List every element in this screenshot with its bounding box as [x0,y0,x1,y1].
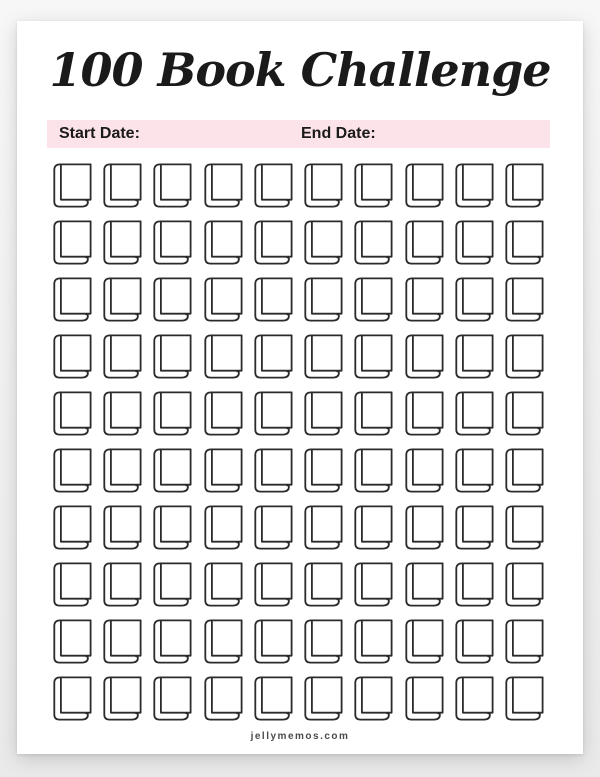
book-icon [504,334,544,379]
book-icon [404,505,444,550]
book-slot [404,220,444,265]
book-icon [152,676,192,721]
book-slot [454,562,494,607]
book-slot [504,220,544,265]
book-slot [253,676,293,721]
book-icon [152,448,192,493]
book-slot [353,448,393,493]
book-slot [353,562,393,607]
book-slot [353,220,393,265]
book-slot [454,391,494,436]
book-slot [52,619,92,664]
book-icon [102,334,142,379]
book-icon [102,676,142,721]
book-slot [504,277,544,322]
book-slot [353,505,393,550]
book-icon [454,334,494,379]
book-slot [152,277,192,322]
book-icon [52,448,92,493]
book-icon [203,676,243,721]
book-icon [454,676,494,721]
book-row [52,163,544,208]
book-icon [152,391,192,436]
book-icon [203,391,243,436]
book-icon [353,334,393,379]
book-icon [102,448,142,493]
book-icon [253,334,293,379]
book-icon [152,277,192,322]
book-icon [52,391,92,436]
book-icon [303,562,343,607]
book-row [52,448,544,493]
book-slot [454,163,494,208]
book-slot [203,334,243,379]
book-slot [152,163,192,208]
book-icon [253,619,293,664]
book-icon [353,391,393,436]
book-icon [454,562,494,607]
book-slot [353,334,393,379]
book-slot [203,562,243,607]
book-icon [253,163,293,208]
book-slot [152,619,192,664]
book-slot [404,391,444,436]
book-slot [253,220,293,265]
book-icon [454,220,494,265]
book-grid [52,163,544,733]
book-slot [102,163,142,208]
book-icon [303,676,343,721]
book-slot [102,277,142,322]
book-slot [404,334,444,379]
book-icon [152,163,192,208]
book-icon [253,220,293,265]
book-icon [253,448,293,493]
book-slot [454,619,494,664]
book-slot [504,391,544,436]
book-icon [52,562,92,607]
book-slot [152,220,192,265]
book-slot [454,676,494,721]
book-icon [253,391,293,436]
book-icon [504,163,544,208]
book-icon [102,277,142,322]
book-row [52,391,544,436]
book-slot [102,448,142,493]
page-title: 100 Book Challenge [49,43,551,97]
footer-url: jellymemos.com [250,731,350,742]
book-slot [203,163,243,208]
book-slot [454,448,494,493]
book-slot [303,277,343,322]
book-slot [353,163,393,208]
book-row [52,334,544,379]
book-icon [203,220,243,265]
book-icon [303,220,343,265]
book-slot [152,391,192,436]
book-icon [353,277,393,322]
book-icon [152,619,192,664]
book-icon [353,619,393,664]
book-icon [454,163,494,208]
book-slot [203,448,243,493]
book-slot [253,391,293,436]
book-icon [52,505,92,550]
book-icon [303,391,343,436]
book-slot [253,619,293,664]
book-slot [52,277,92,322]
book-slot [52,676,92,721]
book-slot [152,562,192,607]
book-slot [454,277,494,322]
book-icon [52,163,92,208]
book-icon [203,334,243,379]
book-slot [203,277,243,322]
book-slot [303,448,343,493]
book-slot [102,619,142,664]
book-icon [253,562,293,607]
book-icon [152,562,192,607]
book-icon [253,676,293,721]
book-slot [353,619,393,664]
book-slot [504,505,544,550]
book-icon [152,505,192,550]
book-icon [504,277,544,322]
book-icon [102,220,142,265]
book-icon [454,619,494,664]
book-slot [404,562,444,607]
book-icon [303,334,343,379]
book-row [52,220,544,265]
book-slot [303,391,343,436]
book-slot [52,163,92,208]
book-slot [303,619,343,664]
book-slot [203,391,243,436]
date-bar [47,120,550,148]
book-row [52,277,544,322]
book-slot [152,505,192,550]
book-icon [203,277,243,322]
book-icon [353,676,393,721]
book-slot [404,676,444,721]
book-slot [52,220,92,265]
book-icon [353,163,393,208]
book-slot [203,619,243,664]
book-icon [504,562,544,607]
book-icon [52,277,92,322]
book-slot [203,220,243,265]
book-slot [152,676,192,721]
book-icon [102,562,142,607]
book-slot [303,505,343,550]
start-date-label: Start Date: [59,125,140,142]
book-icon [303,505,343,550]
book-slot [303,676,343,721]
book-slot [102,334,142,379]
book-slot [102,391,142,436]
book-icon [404,163,444,208]
book-icon [504,220,544,265]
book-icon [152,334,192,379]
book-icon [303,619,343,664]
book-slot [353,277,393,322]
book-icon [353,562,393,607]
book-slot [52,334,92,379]
book-icon [152,220,192,265]
book-slot [253,163,293,208]
book-icon [203,562,243,607]
book-slot [353,391,393,436]
book-icon [504,619,544,664]
book-slot [454,505,494,550]
book-icon [303,163,343,208]
book-slot [303,334,343,379]
book-icon [353,448,393,493]
book-icon [454,448,494,493]
book-icon [303,277,343,322]
book-slot [404,277,444,322]
book-icon [404,448,444,493]
book-slot [353,676,393,721]
book-slot [52,505,92,550]
book-icon [454,277,494,322]
book-slot [504,448,544,493]
book-icon [504,391,544,436]
book-icon [504,448,544,493]
book-icon [102,619,142,664]
book-slot [454,334,494,379]
book-icon [353,220,393,265]
book-icon [404,619,444,664]
book-icon [52,334,92,379]
book-icon [504,505,544,550]
book-row [52,676,544,721]
book-slot [303,220,343,265]
book-icon [404,334,444,379]
book-row [52,562,544,607]
book-slot [102,220,142,265]
book-slot [102,676,142,721]
book-slot [52,562,92,607]
book-slot [203,676,243,721]
end-date-label: End Date: [301,125,376,142]
book-slot [253,334,293,379]
book-slot [504,334,544,379]
book-icon [253,277,293,322]
book-slot [504,676,544,721]
book-slot [203,505,243,550]
book-icon [203,163,243,208]
book-slot [404,163,444,208]
book-slot [253,277,293,322]
book-icon [353,505,393,550]
book-icon [404,562,444,607]
book-slot [253,562,293,607]
book-icon [203,505,243,550]
book-slot [102,505,142,550]
book-slot [152,448,192,493]
book-slot [52,391,92,436]
book-icon [253,505,293,550]
book-row [52,619,544,664]
book-slot [504,163,544,208]
book-icon [404,391,444,436]
book-icon [203,448,243,493]
book-row [52,505,544,550]
book-slot [52,448,92,493]
book-icon [303,448,343,493]
book-icon [52,676,92,721]
book-slot [504,619,544,664]
book-slot [303,562,343,607]
book-slot [253,505,293,550]
book-icon [454,505,494,550]
book-icon [102,163,142,208]
book-slot [303,163,343,208]
book-icon [52,619,92,664]
book-slot [504,562,544,607]
printable-page [17,21,583,754]
book-slot [404,448,444,493]
book-icon [102,391,142,436]
book-icon [404,676,444,721]
book-slot [404,619,444,664]
book-slot [102,562,142,607]
book-icon [504,676,544,721]
book-slot [152,334,192,379]
book-icon [203,619,243,664]
book-icon [52,220,92,265]
book-icon [454,391,494,436]
book-slot [404,505,444,550]
book-icon [404,220,444,265]
book-icon [404,277,444,322]
book-slot [454,220,494,265]
book-icon [102,505,142,550]
book-slot [253,448,293,493]
